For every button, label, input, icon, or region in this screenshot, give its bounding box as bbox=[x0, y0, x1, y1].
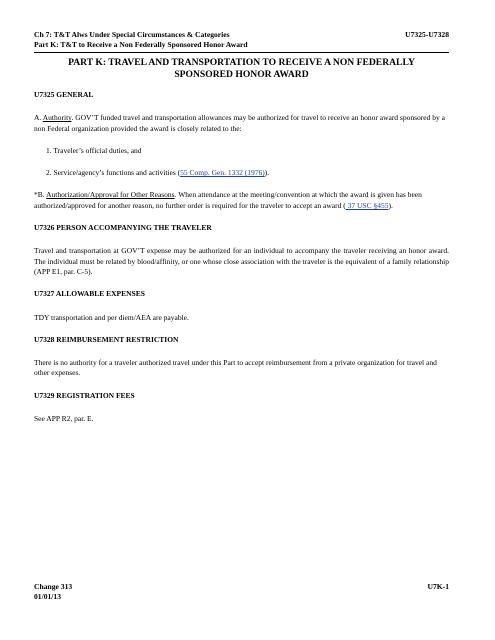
footer-change: Change 313 bbox=[34, 582, 73, 591]
footer-date: 01/01/13 bbox=[34, 592, 62, 601]
header-range: U7325-U7328 bbox=[405, 30, 449, 39]
paragraph-a: A. Authority. GOV’T funded travel and transportation allowances may be authorized for travel to receive an honor award sponsored by a non Federal organization provided the award is closely related to the: bbox=[34, 113, 445, 133]
page-title bbox=[34, 57, 449, 81]
section-heading-u7327: U7327 ALLOWABLE EXPENSES bbox=[34, 289, 145, 299]
term-authorization: Authorization/Approval for Other Reasons bbox=[46, 190, 175, 200]
section-heading-u7328: U7328 REIMBURSEMENT RESTRICTION bbox=[34, 334, 179, 344]
footer-page-number: U7K-1 bbox=[427, 582, 449, 591]
title-line-1: PART K: TRAVEL AND TRANSPORTATION TO RECEIVE A NON FEDERALLY bbox=[68, 57, 415, 68]
comp-gen-link[interactable]: 55 Comp. Gen. 1332 (1976) bbox=[180, 168, 265, 178]
paragraph-u7328: There is no authority for a traveler authorized travel under this Part to accept reimbursement from a private organization for travel and other expenses. bbox=[34, 358, 437, 378]
paragraph-b: *B. Authorization/Approval for Other Reasons. When attendance at the meeting/convention at which the award is given has been authorized/approved for another reason, no further order is required for the traveler to accept an award ( 37 USC §455). bbox=[34, 190, 422, 210]
paragraph-u7327: TDY transportation and per diem/AEA are payable. bbox=[34, 312, 189, 322]
section-heading-u7329: U7329 REGISTRATION FEES bbox=[34, 390, 135, 400]
list-item-2: 2. Service/agency’s functions and activities (55 Comp. Gen. 1332 (1976)). bbox=[46, 168, 270, 178]
title-line-2: SPONSORED HONOR AWARD bbox=[174, 69, 309, 80]
paragraph-u7326: Travel and transportation at GOV’T expense may be authorized for an individual to accompany the traveler receiving an honor award. The individual must be related by blood/affinity, or one whose close association with the traveler is the equivalent of a family relationship (APP E1, par. C-5). bbox=[34, 246, 449, 276]
usc-link[interactable]: 37 USC §455 bbox=[345, 200, 389, 210]
header-part: Part K: T&T to Receive a Non Federally Sponsored Honor Award bbox=[34, 40, 248, 49]
paragraph-u7329: See APP R2, par. E. bbox=[34, 414, 94, 424]
document-body bbox=[34, 90, 449, 436]
running-footer bbox=[34, 582, 449, 602]
list-item-1: 1. Traveler’s official duties, and bbox=[46, 145, 142, 155]
section-heading-u7325: U7325 GENERAL bbox=[34, 90, 94, 99]
header-chapter: Ch 7: T&T Alws Under Special Circumstances & Categories bbox=[34, 30, 230, 39]
running-header bbox=[34, 30, 449, 50]
header-divider bbox=[34, 52, 449, 53]
section-heading-u7326: U7326 PERSON ACCOMPANYING THE TRAVELER bbox=[34, 223, 212, 233]
term-authority: Authority bbox=[42, 113, 72, 123]
